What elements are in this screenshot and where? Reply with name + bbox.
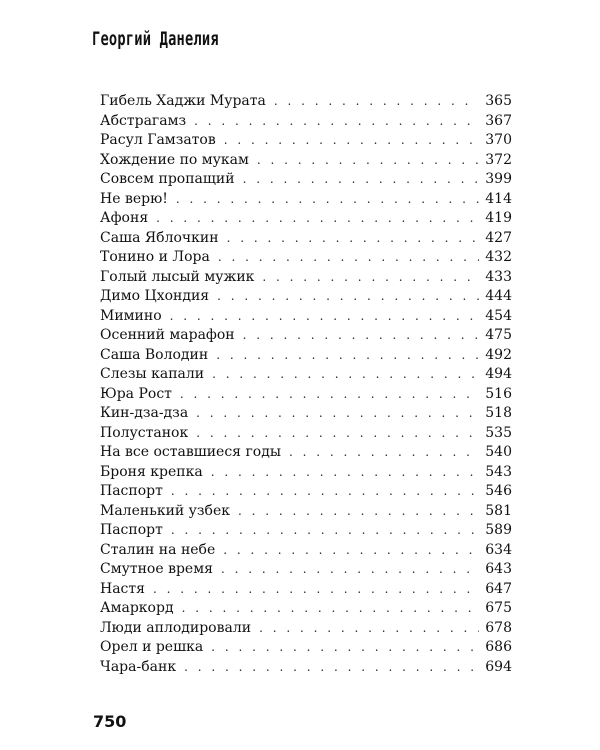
toc-entry-title: Слезы капали [100,366,205,382]
toc-entry-page: 494 [485,366,512,382]
toc-entry-title: Люди аплодировали [100,619,252,636]
toc-entry-page: 454 [485,307,512,324]
toc-entry-title: Голый лысый мужик [100,268,255,285]
toc-entry-page: 518 [485,405,512,421]
toc-entry [100,248,512,268]
toc-entry [100,151,512,171]
toc-entry-title: Афоня [100,210,149,226]
toc-entry-title: Тонино и Лора [100,249,210,265]
toc-entry-title: Паспорт [100,522,163,538]
toc-entry-page: 365 [485,93,512,109]
toc-entry-page: 475 [485,327,512,343]
toc-entry [100,404,512,424]
dot-leader [194,112,479,132]
toc-entry-page: 540 [485,444,512,460]
toc-entry [100,190,512,210]
dot-leader [171,482,479,502]
toc-entry [100,268,512,288]
dot-leader [156,209,479,229]
toc-entry-title: Мимино [100,307,162,324]
toc-entry-page: 546 [485,483,512,499]
toc-entry-page: 492 [485,346,512,363]
toc-entry [100,92,512,112]
dot-leader [211,638,479,658]
toc-entry-title: На все оставшиеся годы [100,444,281,460]
dot-leader [259,619,479,639]
toc-entry-page: 581 [485,502,512,519]
dot-leader [262,268,479,288]
dot-leader [224,131,480,151]
toc-entry-page: 370 [485,132,512,148]
toc-entry [100,560,512,580]
toc-entry-title: Димо Цхондия [100,288,210,304]
toc-entry-page: 414 [485,190,512,207]
toc-entry [100,112,512,132]
toc-entry [100,638,512,658]
toc-entry-page: 367 [485,112,512,129]
dot-leader [289,443,479,463]
toc-entry-page: 427 [485,229,512,246]
dot-leader [211,463,480,483]
toc-entry-title: Броня крепка [100,463,203,480]
dot-leader [176,190,479,210]
toc-entry [100,541,512,561]
toc-entry [100,599,512,619]
toc-entry [100,658,512,678]
toc-entry [100,229,512,249]
toc-entry-title: Смутное время [100,561,213,577]
running-head: Георгий Данелия [92,28,219,50]
toc-entry-page: 643 [485,561,512,577]
toc-entry-page: 675 [485,600,512,616]
toc-entry [100,463,512,483]
toc-entry [100,482,512,502]
toc-entry-title: Гибель Хаджи Мурата [100,93,266,109]
toc-entry-page: 516 [485,385,512,402]
dot-leader [180,385,479,405]
dot-leader [223,541,479,561]
toc-entry-title: Совсем пропащий [100,171,235,187]
toc-entry-page: 678 [485,619,512,636]
dot-leader [212,365,479,385]
table-of-contents [100,92,512,677]
toc-entry-title: Маленький узбек [100,502,231,519]
toc-entry [100,287,512,307]
dot-leader [217,287,479,307]
toc-entry-page: 647 [485,580,512,597]
toc-entry-title: Хождение по мукам [100,151,249,168]
dot-leader [196,404,479,424]
toc-entry-title: Юра Рост [100,385,172,402]
toc-entry-title: Расул Гамзатов [100,132,216,148]
toc-entry [100,502,512,522]
dot-leader [171,521,479,541]
toc-entry-title: Кин-дза-дза [100,405,189,421]
toc-entry-title: Чара-банк [100,658,177,675]
page-number: 750 [93,712,127,731]
dot-leader [182,599,480,619]
dot-leader [221,560,479,580]
dot-leader [257,151,479,171]
toc-entry-page: 694 [485,658,512,675]
toc-entry-page: 399 [485,171,512,187]
dot-leader [274,92,479,112]
toc-entry-title: Сталин на небе [100,541,216,558]
toc-entry-page: 686 [485,639,512,655]
toc-entry-title: Полустанок [100,424,189,441]
toc-entry [100,209,512,229]
dot-leader [218,248,479,268]
dot-leader [184,658,479,678]
toc-entry-title: Абстрагамз [100,112,187,129]
toc-entry-page: 432 [485,249,512,265]
toc-entry-page: 433 [485,268,512,285]
dot-leader [227,229,480,249]
toc-entry-title: Настя [100,580,145,597]
dot-leader [196,424,479,444]
dot-leader [238,502,479,522]
dot-leader [170,307,480,327]
toc-entry-page: 535 [485,424,512,441]
toc-entry [100,424,512,444]
toc-entry-title: Осенний марафон [100,327,235,343]
toc-entry [100,521,512,541]
toc-entry-title: Саша Володин [100,346,209,363]
toc-entry [100,580,512,600]
toc-entry [100,346,512,366]
toc-entry-title: Саша Яблочкин [100,229,219,246]
toc-entry [100,131,512,151]
dot-leader [243,326,480,346]
toc-entry-page: 372 [485,151,512,168]
dot-leader [243,170,480,190]
toc-entry-page: 543 [485,463,512,480]
toc-entry [100,443,512,463]
dot-leader [216,346,479,366]
dot-leader [153,580,479,600]
toc-entry-page: 589 [485,522,512,538]
toc-entry-page: 419 [485,210,512,226]
toc-entry [100,385,512,405]
toc-entry-title: Паспорт [100,483,163,499]
toc-entry-page: 444 [485,288,512,304]
toc-entry-page: 634 [485,541,512,558]
toc-entry-title: Амаркорд [100,600,174,616]
toc-entry [100,170,512,190]
toc-entry [100,307,512,327]
toc-entry-title: Орел и решка [100,639,204,655]
toc-entry [100,326,512,346]
toc-entry [100,365,512,385]
toc-entry [100,619,512,639]
toc-entry-title: Не верю! [100,190,168,207]
